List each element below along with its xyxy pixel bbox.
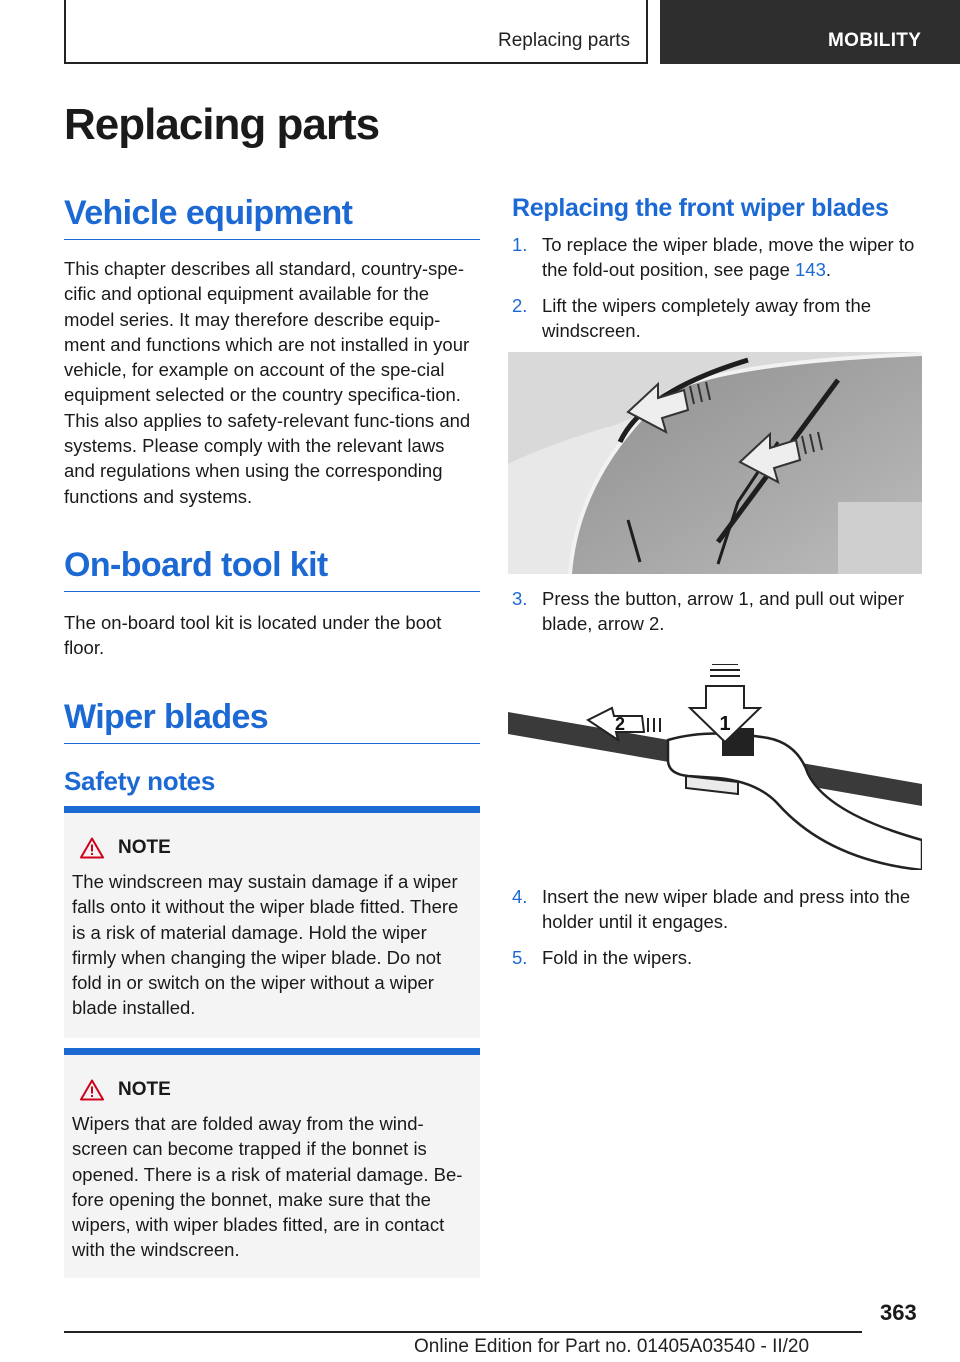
- list-item: [512, 293, 926, 344]
- step-number: 2.: [512, 294, 528, 316]
- steps-list-a: [512, 232, 926, 353]
- list-item: [512, 884, 926, 935]
- step-text: Press the button, arrow 1, and pull out wiper blade, arrow 2.: [542, 588, 904, 635]
- list-item: [512, 232, 926, 283]
- header-chapter-label: MOBILITY: [828, 30, 922, 51]
- header-chapter-tab: [660, 0, 960, 64]
- header-section-title: Replacing parts: [498, 30, 631, 51]
- figure-label-2: 2: [614, 714, 626, 734]
- heading-wiper-blades: Wiper blades: [64, 698, 480, 744]
- note-label: NOTE: [118, 1079, 171, 1100]
- page-link[interactable]: 143: [795, 259, 826, 281]
- footer-edition: Online Edition for Part no. 01405A03540 - II/20: [414, 1336, 810, 1357]
- heading-vehicle-equipment: Vehicle equipment: [64, 194, 480, 240]
- warning-triangle-icon: [80, 837, 104, 859]
- warning-triangle-icon: [80, 1079, 104, 1101]
- heading-safety-notes: Safety notes: [64, 766, 216, 796]
- step-text: Insert the new wiper blade and press into the holder until it engages.: [542, 886, 911, 933]
- heading-tool-kit: On-board tool kit: [64, 546, 480, 592]
- step-number: 1.: [512, 234, 528, 255]
- note-text: The windscreen may sustain damage if a wiper falls onto it without the wiper blade fitted. There is a risk of material damage. Hold the wiper firmly when changing the wiper blade. Do not fold in or switch on the wiper without a wiper blade installed.: [72, 871, 459, 1019]
- note-header: [80, 1079, 470, 1101]
- note-box-1: [64, 806, 480, 1038]
- page-number: 363: [880, 1300, 917, 1325]
- note-label: NOTE: [118, 837, 171, 858]
- page-title: Replacing parts: [64, 100, 380, 149]
- figure-windscreen-wipers: [508, 352, 922, 574]
- note-box-2: [64, 1048, 480, 1278]
- steps-list-b: [512, 586, 926, 647]
- step-number: 5.: [512, 946, 528, 968]
- step-number: 3.: [512, 588, 528, 609]
- tool-kit-text: The on-board tool kit is located under the boot floor.: [64, 612, 442, 659]
- note-header: [80, 837, 470, 859]
- figure-label-1: 1: [719, 713, 731, 735]
- vehicle-equipment-text: This chapter describes all standard, country-spe-cific and optional equipment available for the model series. It may therefore describe equip-ment and functions which are not installed in your vehicle, for example on account of the spe-cial equipment selected or the country specifica-tion. This also applies to safety-relevant func-tions and systems. Please comply with the relevant laws and regulations when using the corresponding functions and systems.: [64, 258, 471, 507]
- step-number: 4.: [512, 886, 528, 907]
- step-text: To replace the wiper blade, move the wiper to the fold-out position, see page 143.: [542, 234, 915, 281]
- list-item: [512, 945, 926, 970]
- steps-list-c: [512, 884, 926, 980]
- footer-divider: [64, 1331, 862, 1333]
- step-text: Lift the wipers completely away from the windscreen.: [542, 294, 872, 341]
- list-item: [512, 586, 926, 637]
- heading-front-wiper: Replacing the front wiper blades: [512, 194, 889, 222]
- step-text: Fold in the wipers.: [542, 946, 693, 968]
- figure-wiper-blade-release: [508, 664, 922, 870]
- note-text: Wipers that are folded away from the wind-screen can become trapped if the bonnet is opened. There is a risk of material damage. Be-fore opening the bonnet, make sure that the wipers, with wiper blades fitted, are in contact with the windscreen.: [72, 1113, 463, 1261]
